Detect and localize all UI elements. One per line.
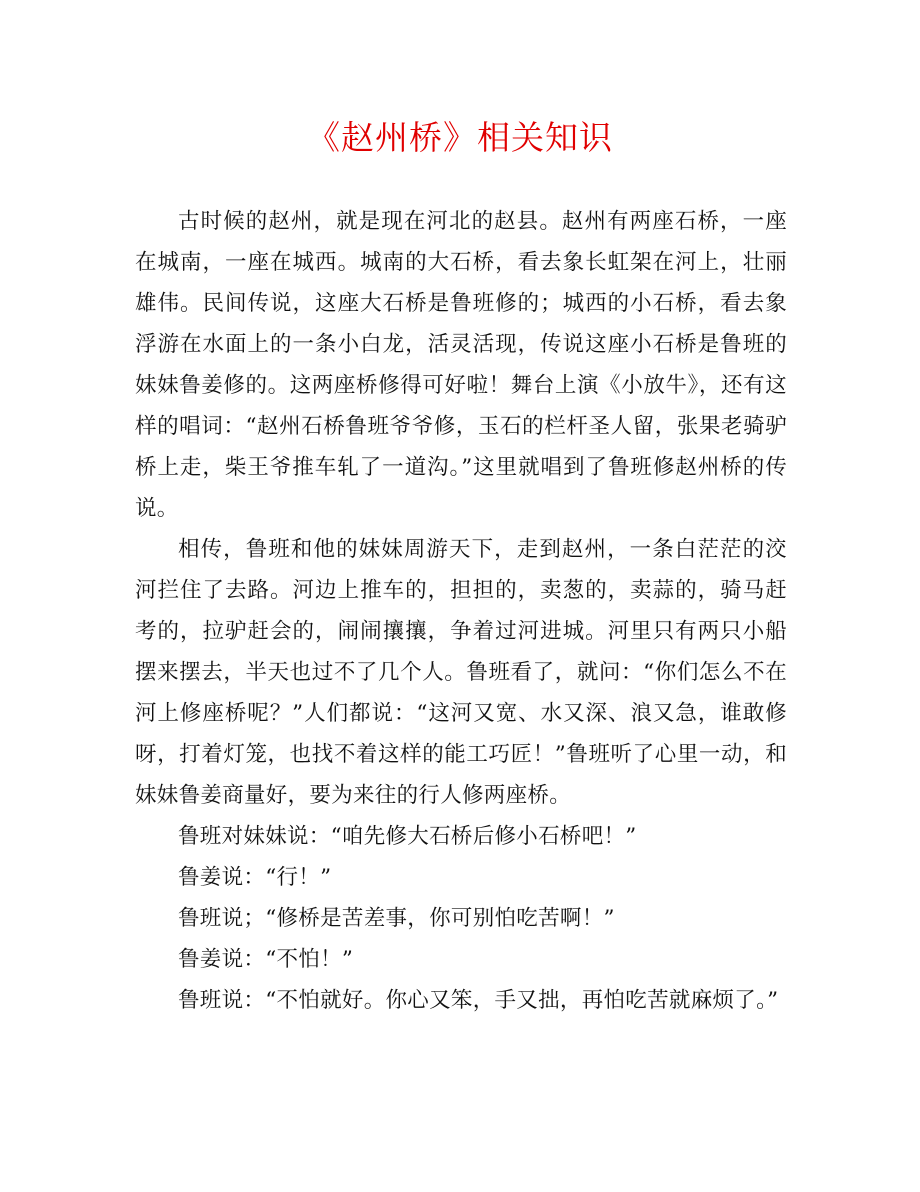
dialogue-line: 鲁姜说：“行！” [178, 865, 332, 890]
paragraph-legend: 相传，鲁班和他的妹妹周游天下，走到赵州，一条白茫茫的洨河拦住了去路。河边上推车的，担担的，卖葱的，卖蒜的，骑马赶考的，拉驴赶会的，闹闹攘攘，争着过河进城。河里只有两只小船摆来摆去，半天也过不了几个人。鲁班看了，就问：“你们怎么不在河上修座桥呢？”人们都说：“这河又宽、水又深、浪又急，谁敢修呀，打着灯笼，也找不着这样的能工巧匠！”鲁班听了心里一动，和妹妹鲁姜商量好，要为来往的行人修两座桥。 [135, 537, 787, 808]
dialogue-line: 鲁班说：“不怕就好。你心又笨，手又拙，再怕吃苦就麻烦了。” [178, 988, 779, 1013]
document-body [135, 201, 787, 1021]
paragraph-intro: 古时候的赵州，就是现在河北的赵县。赵州有两座石桥，一座在城南，一座在城西。城南的大石桥，看去象长虹架在河上，壮丽雄伟。民间传说，这座大石桥是鲁班修的；城西的小石桥，看去象浮游在水面上的一条小白龙，活灵活现，传说这座小石桥是鲁班的妹妹鲁姜修的。这两座桥修得可好啦！舞台上演《小放牛》，还有这样的唱词：“赵州石桥鲁班爷爷修，玉石的栏杆圣人留，张果老骑驴桥上走，柴王爷推车轧了一道沟。”这里就唱到了鲁班修赵州桥的传说。 [135, 209, 787, 521]
document-title: 《赵州桥》相关知识 [307, 118, 613, 157]
dialogue-line: 鲁班说；“修桥是苦差事，你可别怕吃苦啊！” [178, 906, 615, 931]
dialogue-line: 鲁班对妹妹说：“咱先修大石桥后修小石桥吧！” [178, 824, 637, 849]
dialogue-line: 鲁姜说：“不怕！” [178, 947, 354, 972]
